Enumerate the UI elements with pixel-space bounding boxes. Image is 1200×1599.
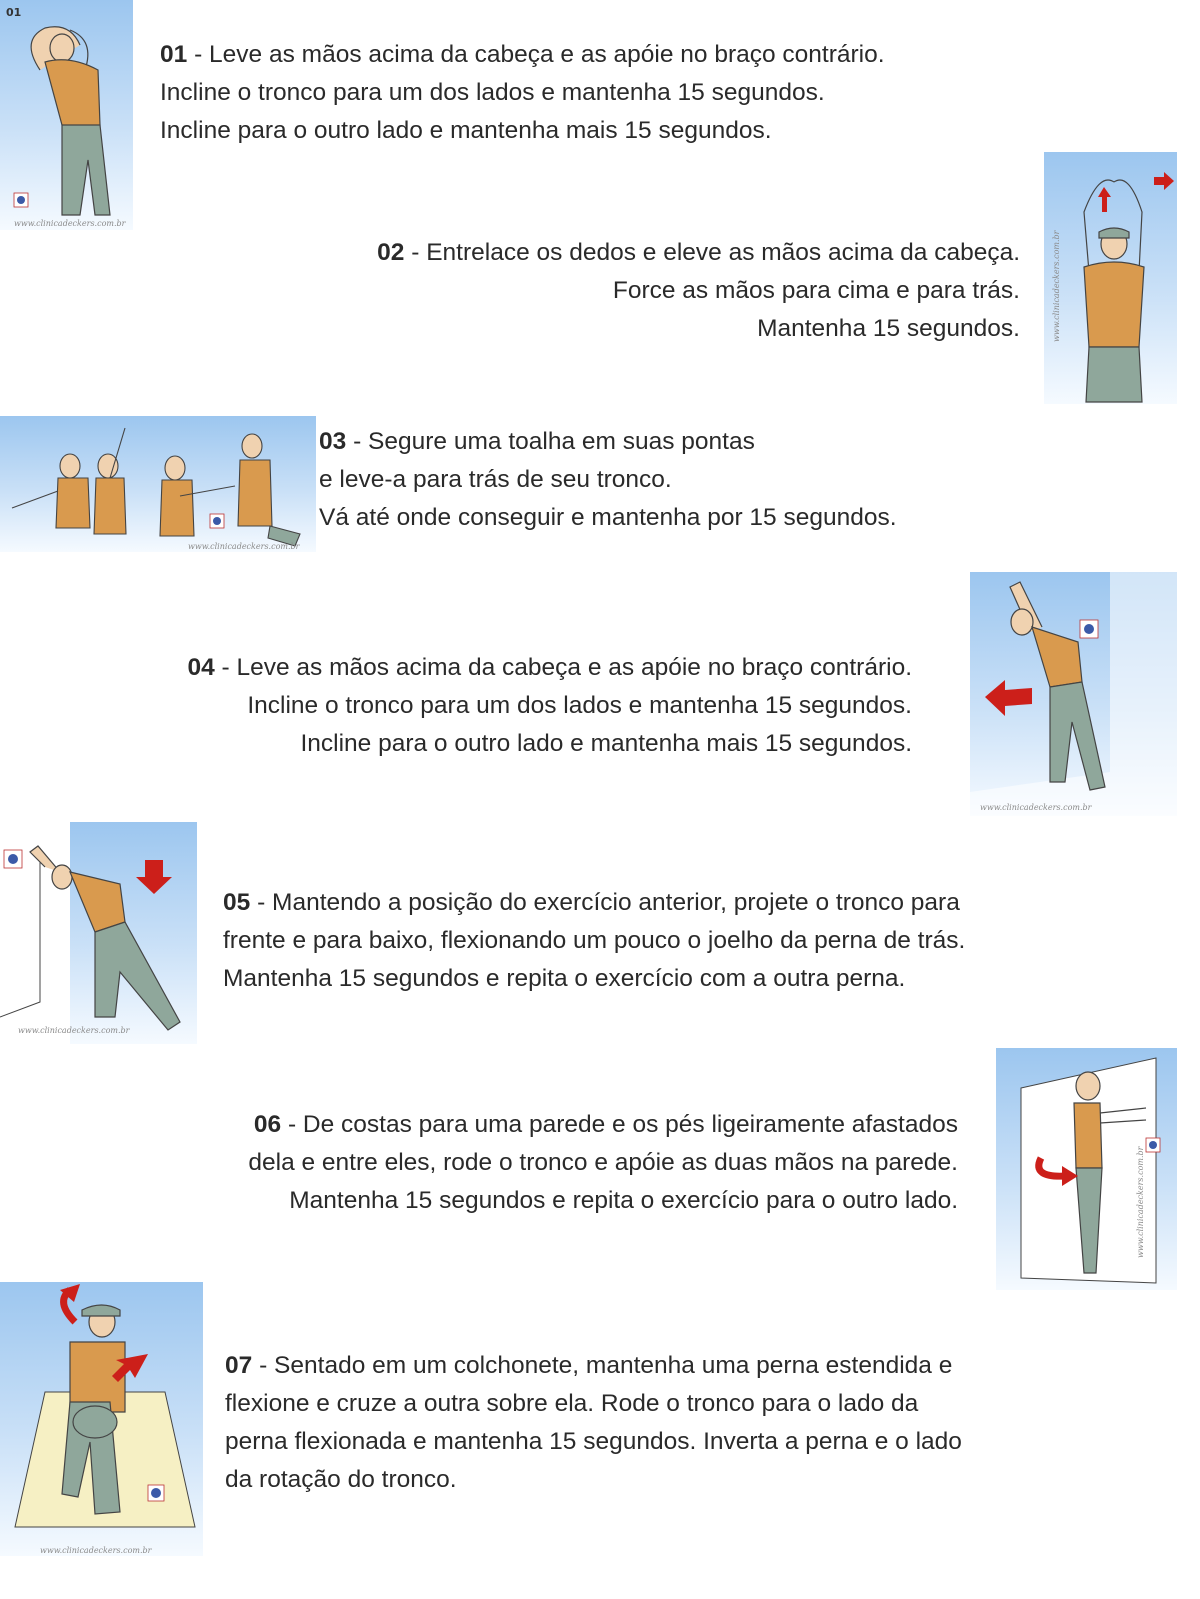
exercise-05-text xyxy=(223,884,965,998)
trunk-rotation-wall-figure xyxy=(996,1048,1177,1290)
curved-arrow-icon xyxy=(60,1284,80,1322)
exercise-01-line-1: - Leve as mãos acima da cabeça e as apóie no braço contrário. xyxy=(187,41,885,68)
watermark-text-vertical: www.clinicadeckers.com.br xyxy=(1136,1146,1145,1258)
exercise-04-line-1: - Leve as mãos acima da cabeça e as apóie no braço contrário. xyxy=(214,654,912,681)
exercise-07-line-1: - Sentado em um colchonete, mantenha uma perna estendida e xyxy=(252,1352,953,1379)
exercise-05-line-2: frente e para baixo, flexionando um pouco o joelho da perna de trás. xyxy=(223,927,966,954)
exercise-04-number: 04 xyxy=(187,654,215,681)
exercise-02-text xyxy=(377,234,1020,348)
exercise-06-line-2: dela e entre eles, rode o tronco e apóie as duas mãos na parede. xyxy=(248,1149,958,1176)
exercise-02-line-1: - Entrelace os dedos e eleve as mãos acima da cabeça. xyxy=(404,239,1020,266)
exercise-03-line-3: Vá até onde conseguir e mantenha por 15 segundos. xyxy=(319,504,897,531)
up-arrow-icon xyxy=(1098,187,1111,212)
exercise-06-text xyxy=(248,1106,958,1220)
exercise-01-text xyxy=(160,36,885,150)
calf-stretch-figure xyxy=(0,822,197,1044)
exercise-02-line-2: Force as mãos para cima e para trás. xyxy=(612,277,1020,304)
exercise-04-text xyxy=(187,649,912,763)
exercise-01-line-2: Incline o tronco para um dos lados e mantenha 15 segundos. xyxy=(160,79,825,106)
watermark-text: www.clinicadeckers.com.br xyxy=(188,542,300,551)
clinic-logo-icon xyxy=(14,193,28,207)
seated-twist-figure xyxy=(0,1282,203,1556)
watermark-text: www.clinicadeckers.com.br xyxy=(980,803,1092,812)
clinic-logo-icon xyxy=(1080,620,1098,638)
watermark-text-vertical: www.clinicadeckers.com.br xyxy=(1052,230,1061,342)
watermark-text: www.clinicadeckers.com.br xyxy=(14,219,126,228)
exercise-07-text xyxy=(225,1347,962,1499)
exercise-02-line-3: Mantenha 15 segundos. xyxy=(757,315,1020,342)
exercise-05-line-1: - Mantendo a posição do exercício anterior, projete o tronco para xyxy=(250,889,960,916)
watermark-text: www.clinicadeckers.com.br xyxy=(18,1026,130,1035)
exercise-07-line-3: perna flexionada e mantenha 15 segundos. Inverta a perna e o lado xyxy=(225,1428,962,1455)
clinic-logo-icon xyxy=(210,514,224,528)
exercise-04-illustration xyxy=(970,572,1177,816)
clinic-logo-icon xyxy=(4,850,22,868)
exercise-03-illustration xyxy=(0,416,316,552)
overhead-stretch-figure xyxy=(1044,152,1177,404)
exercise-06-number: 06 xyxy=(253,1111,282,1138)
exercise-02-number: 02 xyxy=(377,239,405,266)
exercise-07-line-2: flexione e cruze a outra sobre ela. Rode o tronco para o lado da xyxy=(225,1390,919,1417)
exercise-01-number: 01 xyxy=(160,41,188,68)
exercise-03-text xyxy=(319,423,897,537)
exercise-02-illustration xyxy=(1044,152,1177,404)
exercise-03-number: 03 xyxy=(319,428,347,455)
exercise-01-illustration xyxy=(0,0,133,230)
clinic-logo-icon xyxy=(148,1485,164,1501)
exercise-06-line-1: - De costas para uma parede e os pés ligeiramente afastados xyxy=(281,1111,958,1138)
exercise-04-line-2: Incline o tronco para um dos lados e mantenha 15 segundos. xyxy=(247,692,912,719)
left-arrow-icon xyxy=(985,680,1032,716)
watermark-text: www.clinicadeckers.com.br xyxy=(40,1546,152,1555)
wall-lean-figure xyxy=(970,572,1177,816)
exercise-03-line-2: e leve-a para trás de seu tronco. xyxy=(319,466,672,493)
exercise-05-illustration xyxy=(0,822,197,1044)
right-arrow-icon xyxy=(1154,172,1174,190)
exercise-06-illustration xyxy=(996,1048,1177,1290)
exercise-07-line-4: da rotação do tronco. xyxy=(225,1466,457,1493)
side-bend-figure xyxy=(0,0,133,230)
exercise-01-line-3: Incline para o outro lado e mantenha mais 15 segundos. xyxy=(160,117,772,144)
figure-number-label: 01 xyxy=(6,6,22,19)
exercise-07-number: 07 xyxy=(225,1352,253,1379)
down-arrow-icon xyxy=(136,860,172,894)
clinic-logo-icon xyxy=(1146,1138,1160,1152)
exercise-06-line-3: Mantenha 15 segundos e repita o exercício para o outro lado. xyxy=(289,1187,958,1214)
exercise-05-number: 05 xyxy=(223,889,251,916)
exercise-03-line-1: - Segure uma toalha em suas pontas xyxy=(346,428,755,455)
exercise-04-line-3: Incline para o outro lado e mantenha mais 15 segundos. xyxy=(300,730,912,757)
exercise-07-illustration xyxy=(0,1282,203,1556)
towel-stretch-sequence xyxy=(0,416,316,552)
exercise-05-line-3: Mantenha 15 segundos e repita o exercício com a outra perna. xyxy=(223,965,906,992)
